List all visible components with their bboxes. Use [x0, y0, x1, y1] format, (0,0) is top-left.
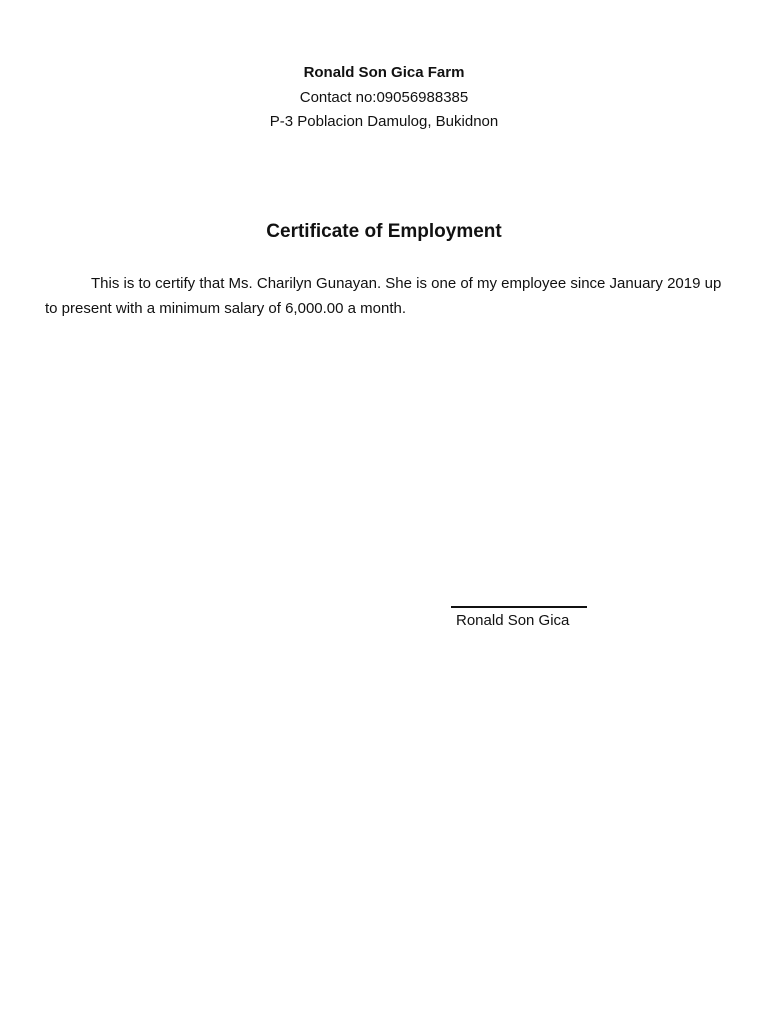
contact-number: Contact no:09056988385: [299, 88, 469, 106]
signature-block: [451, 606, 587, 631]
signature-line: [451, 606, 587, 608]
letterhead: [0, 61, 768, 135]
document-title: Certificate of Employment: [266, 221, 502, 242]
signatory-name: Ronald Son Gica: [456, 612, 570, 629]
address: P-3 Poblacion Damulog, Bukidnon: [269, 113, 499, 130]
organization-name: Ronald Son Gica Farm: [303, 64, 465, 81]
certificate-body: This is to certify that Ms. Charilyn Gunayan. She is one of my employee since January 2019 up to present with a minimum salary of 6,000.00 a month.: [45, 275, 722, 317]
